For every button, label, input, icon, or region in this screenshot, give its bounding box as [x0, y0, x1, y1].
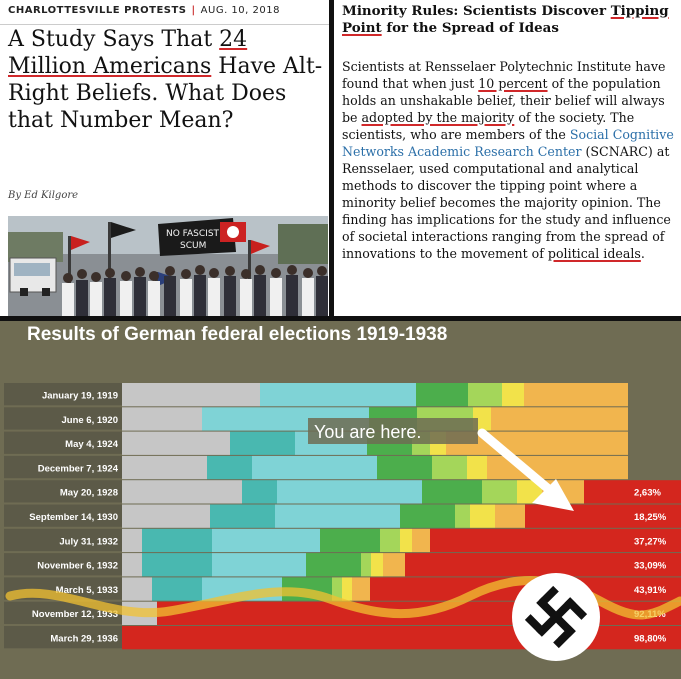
article-date: AUG. 10, 2018 — [200, 5, 280, 16]
kicker-section[interactable]: CHARLOTTESVILLE PROTESTS — [8, 5, 187, 16]
bar-segment-teal — [207, 456, 252, 479]
article-body — [342, 58, 677, 262]
chart-title: Results of German federal elections 1919-1938 — [27, 324, 448, 345]
bar-segment-orange — [524, 383, 584, 406]
bar-segment-yellow — [467, 456, 487, 479]
body-highlight: political ideals — [547, 246, 641, 261]
bar-segment-orange — [584, 383, 628, 406]
body-text: Scientists at Rensselaer Polytechnic Institute have found that when just — [342, 59, 666, 91]
bar-segment-cyan — [212, 529, 320, 552]
bar-segment-green — [416, 383, 468, 406]
bar-segment-gray — [122, 505, 210, 528]
body-highlight: adopted by the majority — [361, 110, 515, 125]
election-row — [4, 505, 681, 528]
bar-segment-orange — [352, 577, 370, 600]
bar-segment-gray — [122, 432, 230, 455]
bar-segment-gray — [122, 577, 152, 600]
article-headline — [8, 26, 326, 134]
election-row — [4, 480, 681, 503]
bar-segment-green — [422, 480, 482, 503]
election-chart — [0, 321, 681, 679]
sign-text: NO FASCIST — [166, 229, 220, 239]
value-label: 18,25% — [634, 512, 667, 523]
value-label: 43,91% — [634, 584, 667, 596]
bar-segment-orange — [584, 456, 628, 479]
bar-segment-green — [377, 456, 432, 479]
bar-segment-cyan — [212, 553, 306, 576]
bar-segment-gray — [122, 407, 202, 430]
kicker-rule — [0, 24, 329, 25]
bar-segment-nsdap — [584, 480, 628, 503]
bar-segment-teal — [142, 553, 212, 576]
bar-segment-gray — [122, 480, 242, 503]
bar-segment-orange — [495, 505, 525, 528]
value-label: 37,27% — [634, 536, 667, 548]
bar-segment-orange — [383, 553, 405, 576]
kicker-separator: | — [191, 5, 196, 16]
bar-segment-nsdap — [405, 553, 628, 576]
annotation-text: You are here. — [314, 422, 422, 442]
bar-segment-teal — [230, 432, 295, 455]
headline-part: Have Alt-Right Beliefs. What Does that Number Mean? — [8, 54, 323, 133]
bar-segment-cyan — [252, 456, 377, 479]
scnarc-link[interactable]: Social Cognitive Networks Academic Research Center — [342, 127, 674, 159]
article-byline[interactable]: By Ed Kilgore — [8, 190, 79, 201]
bar-segment-orange — [412, 529, 430, 552]
bar-segment-yellow — [371, 553, 383, 576]
protest-photo — [8, 216, 328, 316]
bar-segment-gray — [122, 456, 207, 479]
election-row — [4, 383, 628, 406]
bar-segment-lime — [455, 505, 470, 528]
body-highlight: 10 percent — [478, 76, 548, 91]
right-article — [334, 0, 681, 316]
body-text: (SCNARC) at Rensselaer, used computational and analytical methods to discover the tipping point where a minority belief becomes the majority opinion. The finding has implications for the study and influence of societal interactions ranging from the spread of innovations to the movement of — [342, 144, 671, 261]
bar-segment-green — [306, 553, 361, 576]
row-label: September 14, 1930 — [29, 512, 118, 523]
title-part: for the Spread of Ideas — [386, 20, 559, 36]
row-label: March 5, 1933 — [55, 584, 118, 596]
bar-segment-lime — [432, 456, 467, 479]
bar-segment-green — [320, 529, 380, 552]
row-label: May 20, 1928 — [59, 487, 118, 499]
bar-segment-cyan — [275, 505, 400, 528]
title-highlight: Tipping Point — [342, 3, 669, 36]
election-row — [4, 553, 681, 576]
headline-highlight: Million Americans — [8, 54, 212, 79]
row-label: November 6, 1932 — [37, 560, 118, 572]
left-article — [0, 0, 329, 316]
bar-segment-teal — [142, 529, 212, 552]
title-part: Minority Rules: Scientists Discover — [342, 3, 607, 19]
article-title — [342, 3, 677, 37]
row-label: July 31, 1932 — [59, 536, 118, 548]
bar-segment-yellow — [502, 383, 524, 406]
row-label: January 19, 1919 — [41, 390, 118, 402]
election-row — [4, 529, 681, 552]
row-label: May 4, 1924 — [65, 439, 118, 451]
bar-segment-yellow — [470, 505, 495, 528]
election-chart-svg — [0, 321, 681, 679]
bar-segment-nsdap — [430, 529, 628, 552]
bar-segment-lime — [482, 480, 517, 503]
value-label: 98,80% — [634, 633, 667, 645]
body-text: . — [640, 246, 645, 261]
sign-text: SCUM — [180, 241, 207, 251]
article-kicker — [8, 5, 280, 16]
bar-segment-gray — [122, 383, 260, 406]
row-label: December 7, 1924 — [37, 463, 118, 475]
bar-segment-green — [400, 505, 455, 528]
bar-segment-teal — [242, 480, 277, 503]
bar-segment-lime — [468, 383, 502, 406]
headline-part: A Study Says That — [8, 27, 213, 52]
bar-segment-gray — [122, 553, 142, 576]
bar-segment-lime — [361, 553, 371, 576]
body-text: of the population holds an unshakable belief, their belief will always be — [342, 76, 665, 125]
value-label: 33,09% — [634, 560, 667, 572]
bar-segment-cyan — [260, 383, 416, 406]
value-label: 92,11% — [634, 609, 666, 621]
headline-highlight: 24 — [219, 27, 248, 52]
bar-segment-yellow — [342, 577, 352, 600]
row-label: March 29, 1936 — [50, 633, 118, 645]
bar-segment-orange — [586, 432, 628, 455]
bar-segment-orange — [491, 407, 583, 430]
bar-segment-orange — [583, 407, 628, 430]
bar-segment-teal — [210, 505, 275, 528]
body-text: of the society. The scientists, who are members of the — [342, 110, 635, 142]
value-label: 2,63% — [634, 487, 661, 499]
bar-segment-teal — [152, 577, 202, 600]
bar-segment-cyan — [202, 407, 274, 430]
bar-segment-yellow — [400, 529, 412, 552]
bar-segment-nsdap — [525, 505, 628, 528]
bar-segment-lime — [380, 529, 400, 552]
bar-segment-cyan — [277, 480, 422, 503]
bar-segment-gray — [122, 529, 142, 552]
row-label: November 12, 1933 — [31, 609, 118, 621]
row-label: June 6, 1920 — [61, 414, 118, 426]
